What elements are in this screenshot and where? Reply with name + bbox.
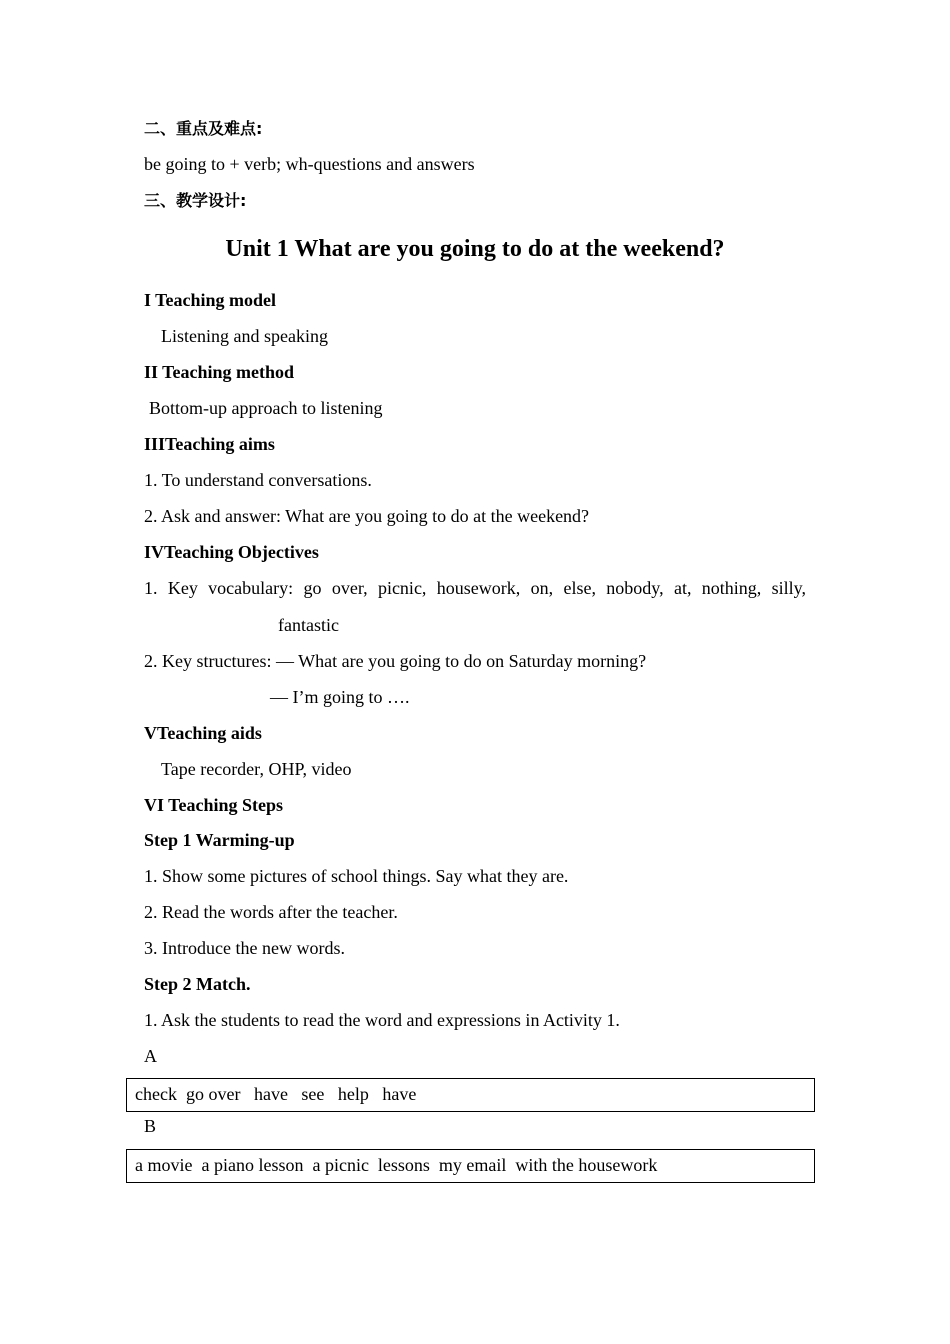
word-box-a (126, 1078, 815, 1112)
objectives-structures-line: 2. Key structures: — What are you going to do on Saturday morning? (144, 651, 647, 671)
word-box-b (126, 1149, 815, 1183)
section-model-content: Listening and speaking (161, 326, 328, 346)
label-a: A (144, 1046, 157, 1066)
word-box-a-text: check go over have see help have (135, 1084, 417, 1104)
step1-item: 3. Introduce the new words. (144, 938, 345, 958)
unit-title: Unit 1 What are you going to do at the weekend? (225, 236, 725, 262)
section-model-title: I Teaching model (144, 290, 277, 310)
section-aims-title: IIITeaching aims (144, 434, 275, 454)
aims-item: 2. Ask and answer: What are you going to do at the weekend? (144, 506, 590, 526)
objectives-structures-continued: — I’m going to …. (270, 687, 410, 707)
word-box-b-text: a movie a piano lesson a picnic lessons my email with the housework (135, 1155, 658, 1175)
section-method-content: Bottom-up approach to listening (149, 398, 383, 418)
key-points-text: be going to + verb; wh-questions and answers (144, 154, 475, 174)
heading-design: 三、教学设计: (144, 191, 247, 210)
section-aids-title: VTeaching aids (144, 723, 262, 743)
objectives-vocab-continued: fantastic (278, 615, 339, 635)
section-method-title: II Teaching method (144, 362, 295, 382)
step2-title: Step 2 Match. (144, 974, 251, 994)
step2-item: 1. Ask the students to read the word and expressions in Activity 1. (144, 1010, 620, 1030)
step1-item: 2. Read the words after the teacher. (144, 902, 398, 922)
step1-title: Step 1 Warming-up (144, 830, 295, 850)
heading-key-points: 二、重点及难点: (144, 119, 263, 138)
label-b: B (144, 1116, 157, 1136)
aims-item: 1. To understand conversations. (144, 470, 372, 490)
section-aids-content: Tape recorder, OHP, video (161, 759, 352, 779)
section-objectives-title: IVTeaching Objectives (144, 542, 319, 562)
step1-item: 1. Show some pictures of school things. Say what they are. (144, 866, 569, 886)
section-steps-title: VI Teaching Steps (144, 795, 284, 815)
objectives-vocab-line: 1. Key vocabulary: go over, picnic, housework, on, else, nobody, at, nothing, silly, (144, 578, 806, 598)
